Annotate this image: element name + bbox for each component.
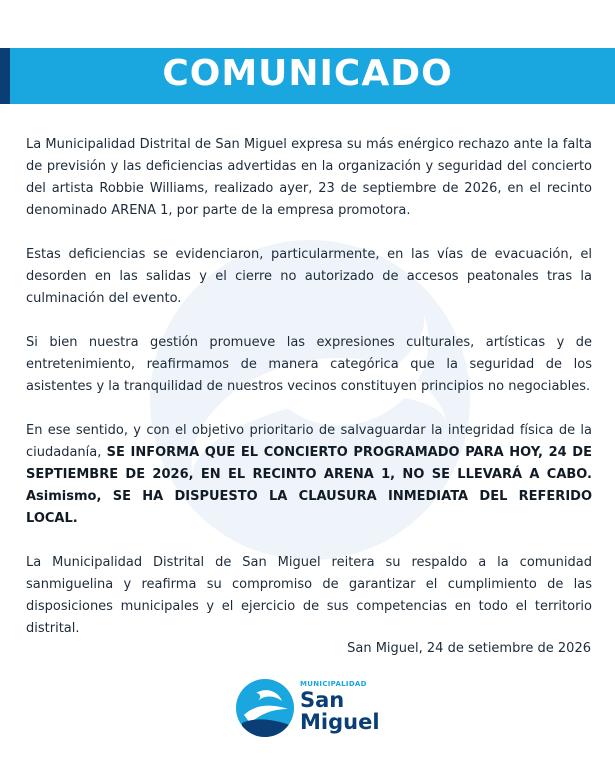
logo-municipalidad-text: MUNICIPALIDAD (300, 680, 367, 688)
paragraph-3: Si bien nuestra gestión promueve las expresiones culturales, artísticas y de entretenimiento, reafirmamos de manera categórica que la seguridad de los asistentes y la tranquilidad de nuestros vecinos constituyen principios no negociables. (26, 335, 592, 394)
paragraph-4 (26, 420, 592, 530)
logo-san-text: San (300, 688, 345, 712)
place-date-signoff: San Miguel, 24 de setiembre de 2026 (347, 641, 591, 656)
bird-emblem-icon (236, 679, 294, 737)
paragraph-4-intro: En ese sentido, y con el objetivo prioritario de salvaguardar la integridad física de la ciudadanía, (26, 423, 592, 460)
municipality-logo (236, 676, 386, 740)
statement-body (26, 134, 592, 642)
paragraph-2: Estas deficiencias se evidenciaron, particularmente, en las vías de evacuación, el desorden en las salidas y el cierre no autorizado de accesos peatonales tras la culminación del evento. (26, 247, 592, 306)
paragraph-4-announcement: SE INFORMA QUE EL CONCIERTO PROGRAMADO PARA HOY, 24 DE SEPTIEMBRE DE 2026, EN EL RECINTO ARENA 1, NO SE LLEVARÁ A CABO. Asimismo, SE HA DISPUESTO LA CLAUSURA INMEDIATA DEL REFERIDO LOCAL. (26, 445, 592, 526)
logo-miguel-text: Miguel (300, 710, 380, 734)
title-banner (0, 48, 615, 104)
page-title: COMUNICADO (162, 53, 453, 94)
paragraph-1: La Municipalidad Distrital de San Miguel expresa su más enérgico rechazo ante la falta de previsión y las deficiencias advertidas en la organización y seguridad del concierto del artista Robbie Williams, realizado ayer, 23 de septiembre de 2026, en el recinto denominado ARENA 1, por parte de la empresa promotora. (26, 137, 592, 218)
paragraph-5: La Municipalidad Distrital de San Miguel reitera su respaldo a la comunidad sanmiguelina y reafirma su compromiso de garantizar el cumplimiento de las disposiciones municipales y el ejercicio de sus competencias en todo el territorio distrital. (26, 555, 592, 636)
